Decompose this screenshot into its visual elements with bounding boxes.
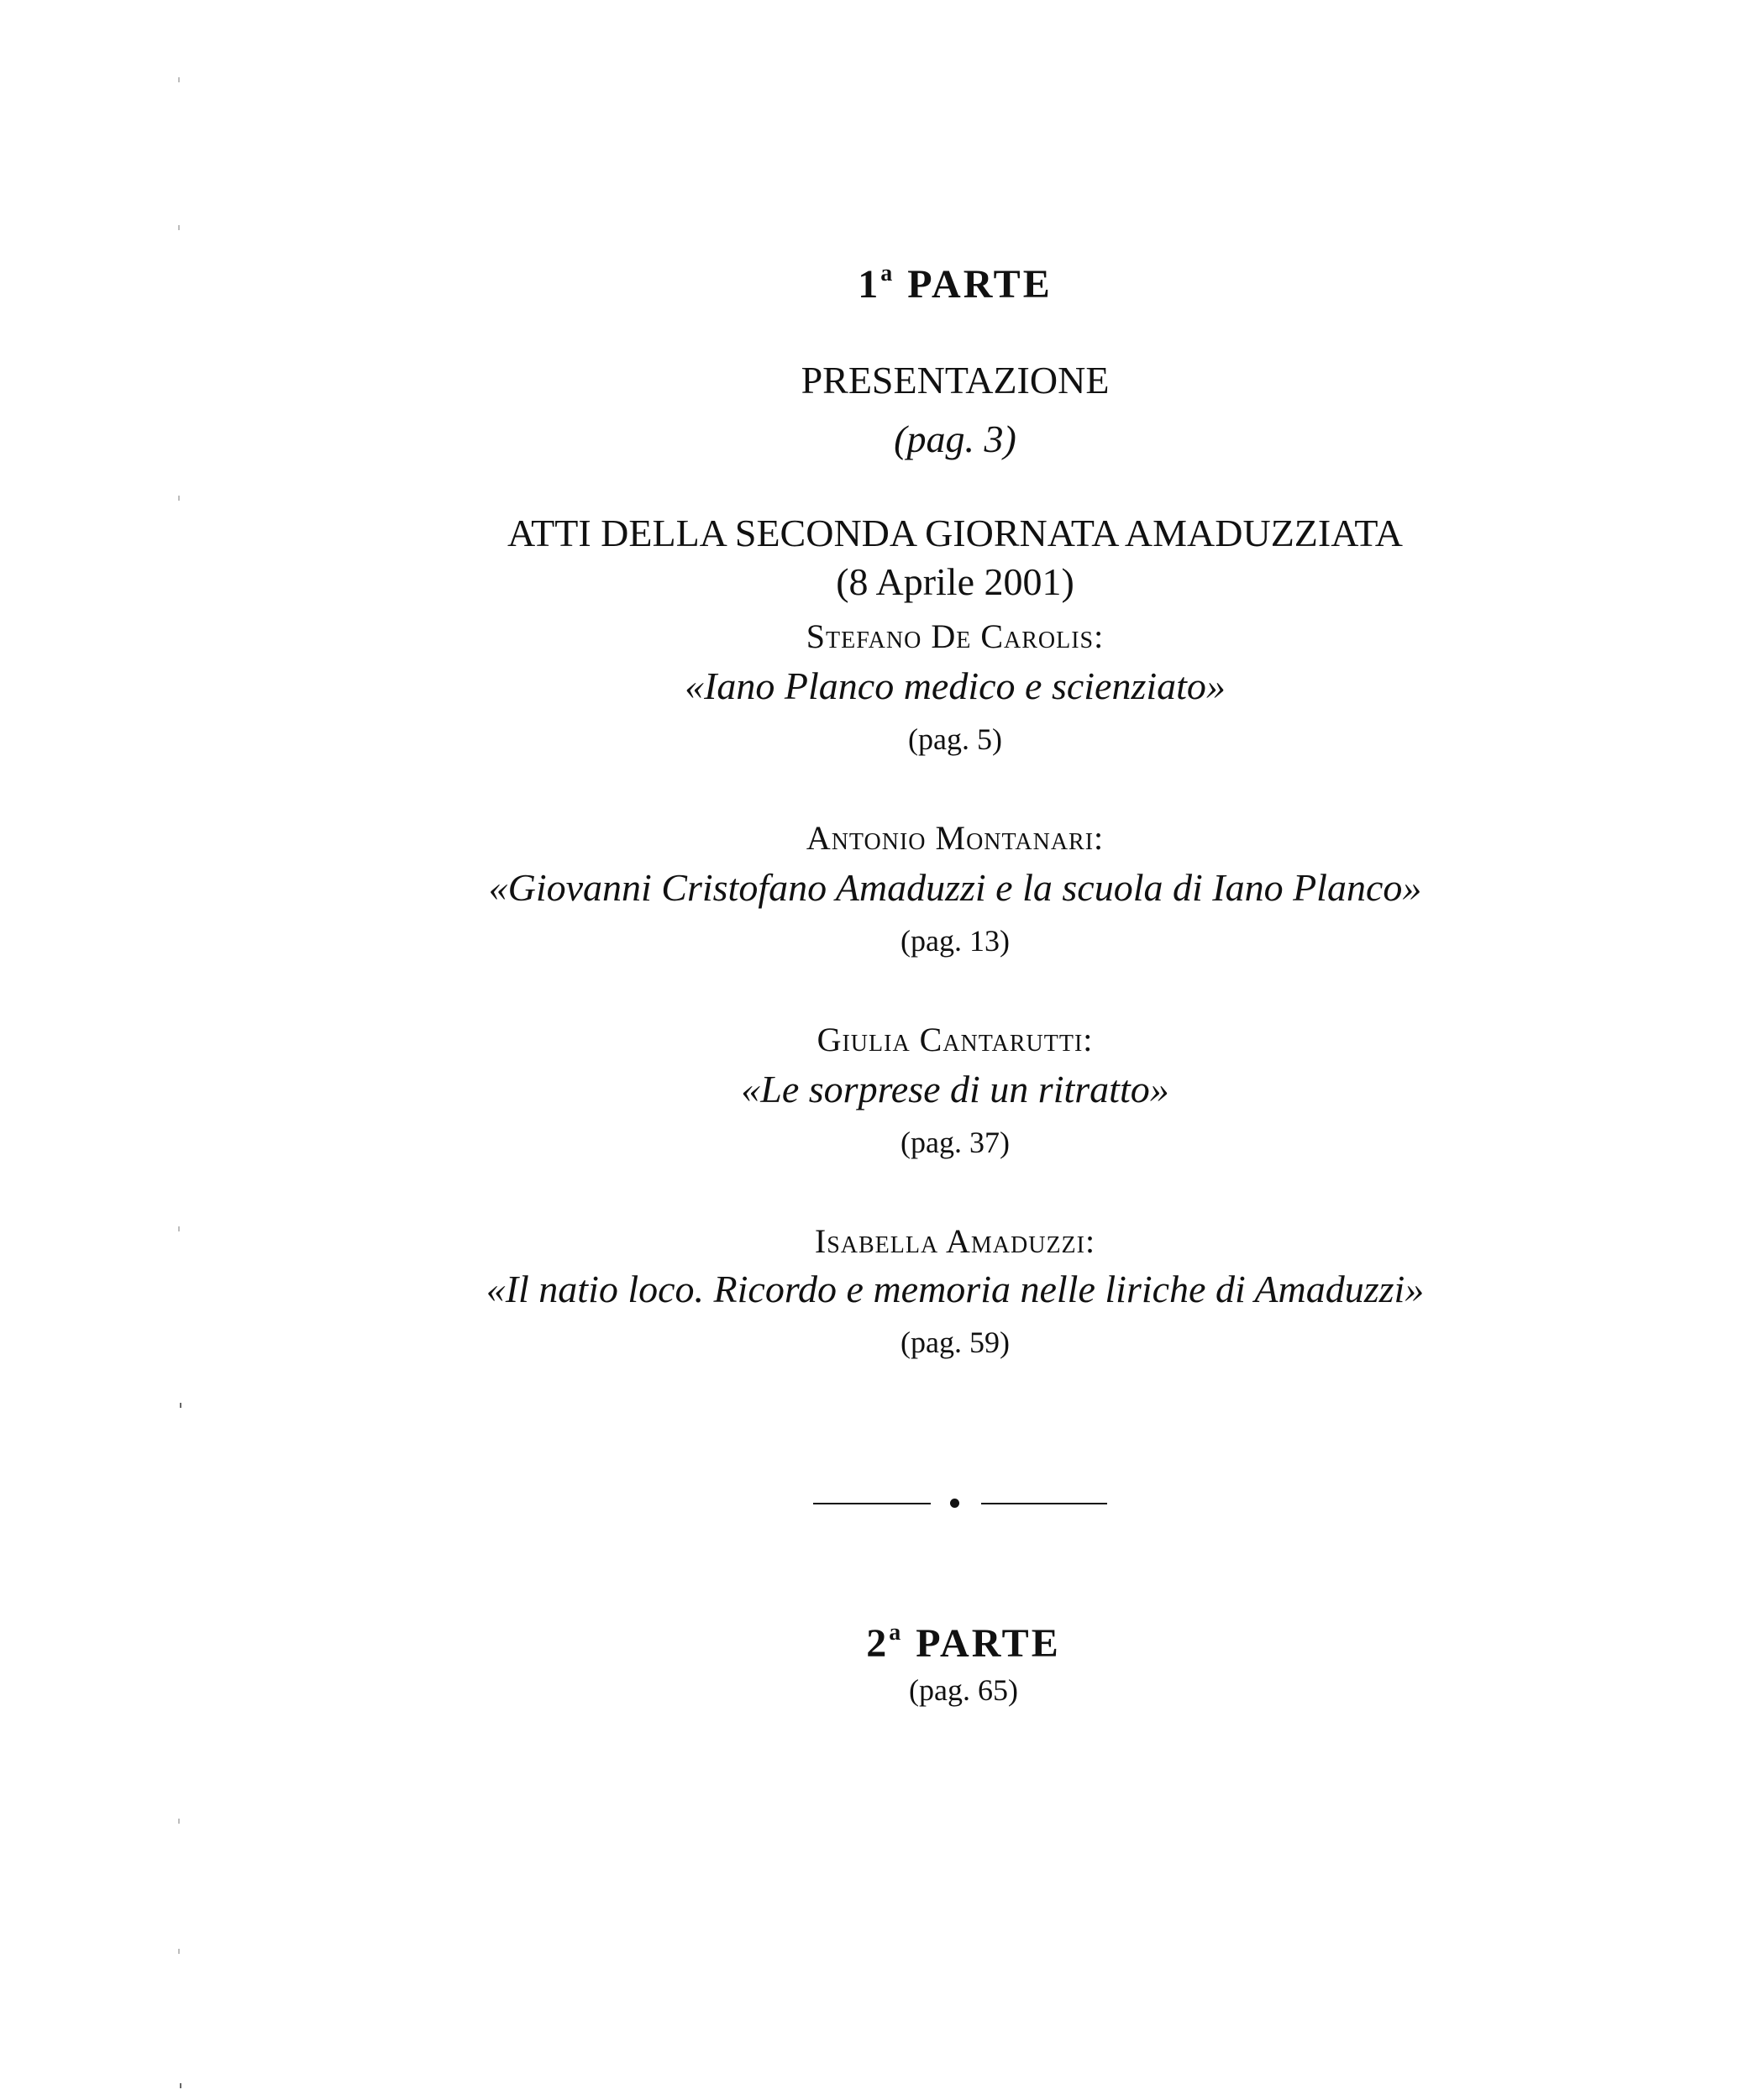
divider-dot — [950, 1499, 959, 1508]
presentazione-page: (pag. 3) — [894, 417, 1016, 460]
part-2-page: (pag. 65) — [909, 1673, 1018, 1707]
part-2-ordinal: a — [889, 1620, 904, 1646]
scan-speck — [178, 77, 180, 82]
part-2-label: PARTE — [916, 1621, 1061, 1666]
presentazione-heading: PRESENTAZIONE — [801, 359, 1110, 402]
scan-speck — [178, 1819, 180, 1824]
contribution-title: «Giovanni Cristofano Amaduzzi e la scuola di Iano Planco» — [488, 866, 1422, 909]
divider-line-left — [813, 1503, 931, 1504]
scan-speck — [180, 1403, 181, 1408]
contribution-title: «Le sorprese di un ritratto» — [741, 1068, 1169, 1110]
contribution-page: (pag. 13) — [901, 924, 1010, 958]
contribution-title: «Il natio loco. Ricordo e memoria nelle liriche di Amaduzzi» — [486, 1268, 1425, 1310]
scan-speck — [178, 225, 180, 230]
contribution-page: (pag. 59) — [901, 1326, 1010, 1359]
contribution-author: Isabella Amaduzzi: — [814, 1222, 1096, 1260]
section-divider — [0, 1495, 1759, 1512]
divider-line-right — [981, 1503, 1107, 1504]
atti-heading: ATTI DELLA SECONDA GIORNATA AMADUZZIATA — [507, 512, 1403, 554]
part-1-label: PARTE — [907, 262, 1053, 307]
part-2-number: 2 — [866, 1621, 890, 1666]
part-1-ordinal: a — [880, 260, 895, 286]
contribution-page: (pag. 5) — [908, 722, 1002, 756]
scan-speck — [178, 1226, 180, 1231]
part-1-heading — [76, 262, 1759, 305]
scan-speck — [178, 1949, 180, 1954]
scan-speck — [180, 2083, 181, 2088]
contribution-page: (pag. 37) — [901, 1126, 1010, 1159]
part-1-number: 1 — [858, 262, 881, 307]
atti-date: (8 Aprile 2001) — [836, 560, 1074, 603]
scan-speck — [178, 496, 180, 501]
contribution-title: «Iano Planco medico e scienziato» — [685, 664, 1226, 707]
contribution-author: Stefano De Carolis: — [806, 617, 1105, 655]
contribution-author: Giulia Cantarutti: — [816, 1021, 1094, 1058]
contribution-author: Antonio Montanari: — [806, 819, 1105, 857]
part-2-heading — [84, 1621, 1759, 1664]
